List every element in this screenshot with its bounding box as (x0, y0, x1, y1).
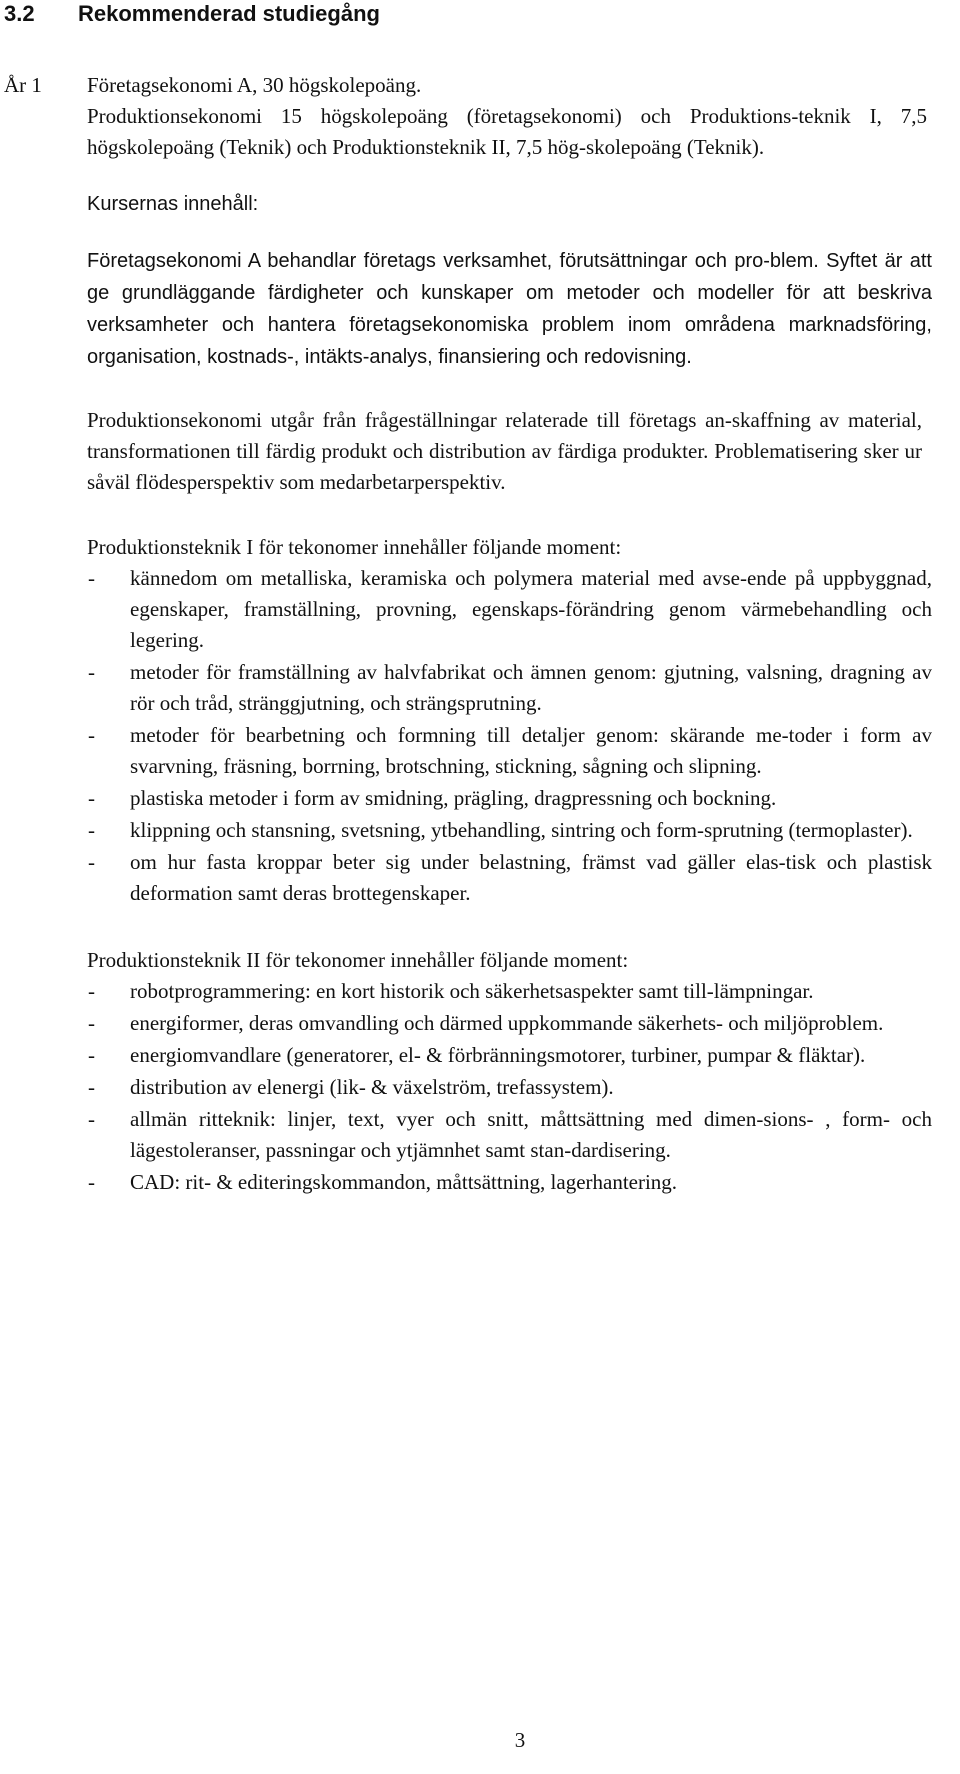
list-item (87, 720, 932, 782)
list-item-text: energiformer, deras omvandling och därmed uppkommande säkerhets- och miljöproblem. (130, 1011, 884, 1035)
course-contents-heading: Kursernas innehåll: (87, 193, 259, 215)
produktionsteknik-2-heading: Produktionsteknik II för tekonomer innehåller följande moment: (87, 948, 629, 972)
list-item-text: klippning och stansning, svetsning, ytbehandling, sintring och form-sprutning (termoplaster). (130, 818, 913, 842)
produktionsteknik-1-heading: Produktionsteknik I för tekonomer innehåller följande moment: (87, 535, 622, 559)
list-item-text: kännedom om metalliska, keramiska och polymera material med avse-ende på uppbyggnad, egenskaper, framställning, provning, egenskaps-förändring genom värmebehandling och legering. (130, 566, 932, 652)
main-content (87, 70, 947, 1199)
produktionsekonomi-paragraph (87, 405, 947, 498)
list-item (87, 815, 932, 846)
dash-bullet: - (88, 1043, 95, 1067)
intro-line-1: Företagsekonomi A, 30 högskolepoäng. (87, 73, 422, 97)
produktionsekonomi-text: Produktionsekonomi utgår från frågeställningar relaterade till företags an-skaffning av material, transformationen till färdig produkt och distribution av färdiga produkter. Problematisering sker ur såväl flödesperspektiv som medarbetarperspektiv. (87, 408, 922, 494)
list-item (87, 1104, 932, 1166)
year-label: År 1 (4, 73, 42, 97)
list-item-text: metoder för bearbetning och formning till detaljer genom: skärande me-toder i form av svarvning, fräsning, borrning, brotschning, stickning, sågning och slipning. (130, 723, 932, 778)
dash-bullet: - (88, 850, 95, 874)
dash-bullet: - (88, 723, 95, 747)
list-item-text: metoder för framställning av halvfabrikat och ämnen genom: gjutning, valsning, dragning av rör och tråd, stränggjutning, och strängsprutning. (130, 660, 932, 715)
dash-bullet: - (88, 1011, 95, 1035)
foretagsekonomi-text: Företagsekonomi A behandlar företags verksamhet, förutsättningar och pro-blem. Syftet är att ge grundläggande färdigheter och kunskaper om metoder och modeller för att beskriva verksamheter och hantera företagsekonomiska problem inom områdena marknadsföring, organisation, kostnads-, intäkts-analys, finansiering och redovisning. (87, 250, 932, 368)
produktionsteknik-1-section (87, 532, 947, 909)
produktionsteknik-2-section (87, 945, 947, 1198)
dash-bullet: - (88, 786, 95, 810)
list-item-text: plastiska metoder i form av smidning, prägling, dragpressning och bockning. (130, 786, 777, 810)
dash-bullet: - (88, 660, 95, 684)
list-item (87, 783, 932, 814)
dash-bullet: - (88, 1107, 95, 1131)
intro-line-2: Produktionsekonomi 15 högskolepoäng (företagsekonomi) och Produktions-teknik I, 7,5 högskolepoäng (Teknik) och Produktionsteknik II, 7,5 hög-skolepoäng (Teknik). (87, 104, 927, 159)
dash-bullet: - (88, 1170, 95, 1194)
dash-bullet: - (88, 1075, 95, 1099)
list-item (87, 657, 932, 719)
dash-bullet: - (88, 566, 95, 590)
section-heading (0, 0, 380, 28)
dash-bullet: - (88, 818, 95, 842)
intro-block (87, 70, 947, 163)
section-title: Rekommenderad studiegång (78, 1, 380, 26)
list-item-text: CAD: rit- & editeringskommandon, måttsättning, lagerhantering. (130, 1170, 678, 1194)
list-item-text: om hur fasta kroppar beter sig under belastning, främst vad gäller elas-tisk och plastisk deformation samt deras brottegenskaper. (130, 850, 932, 905)
list-item (87, 1167, 932, 1198)
foretagsekonomi-paragraph (87, 245, 947, 373)
page-number: 3 (514, 1728, 526, 1752)
list-item (87, 1040, 932, 1071)
produktionsteknik-1-list (87, 563, 932, 909)
list-item-text: energiomvandlare (generatorer, el- & förbränningsmotorer, turbiner, pumpar & fläktar). (130, 1043, 866, 1067)
list-item (87, 976, 932, 1007)
list-item-text: robotprogrammering: en kort historik och säkerhetsaspekter samt till-lämpningar. (130, 979, 814, 1003)
produktionsteknik-2-list (87, 976, 932, 1198)
list-item-text: allmän ritteknik: linjer, text, vyer och snitt, måttsättning med dimen-sions- , form- och lägestoleranser, passningar och ytjämnhet samt stan-dardisering. (130, 1107, 932, 1162)
list-item (87, 847, 932, 909)
list-item (87, 563, 932, 656)
section-number: 3.2 (4, 1, 35, 26)
dash-bullet: - (88, 979, 95, 1003)
list-item-text: distribution av elenergi (lik- & växelström, trefassystem). (130, 1075, 614, 1099)
list-item (87, 1072, 932, 1103)
list-item (87, 1008, 932, 1039)
